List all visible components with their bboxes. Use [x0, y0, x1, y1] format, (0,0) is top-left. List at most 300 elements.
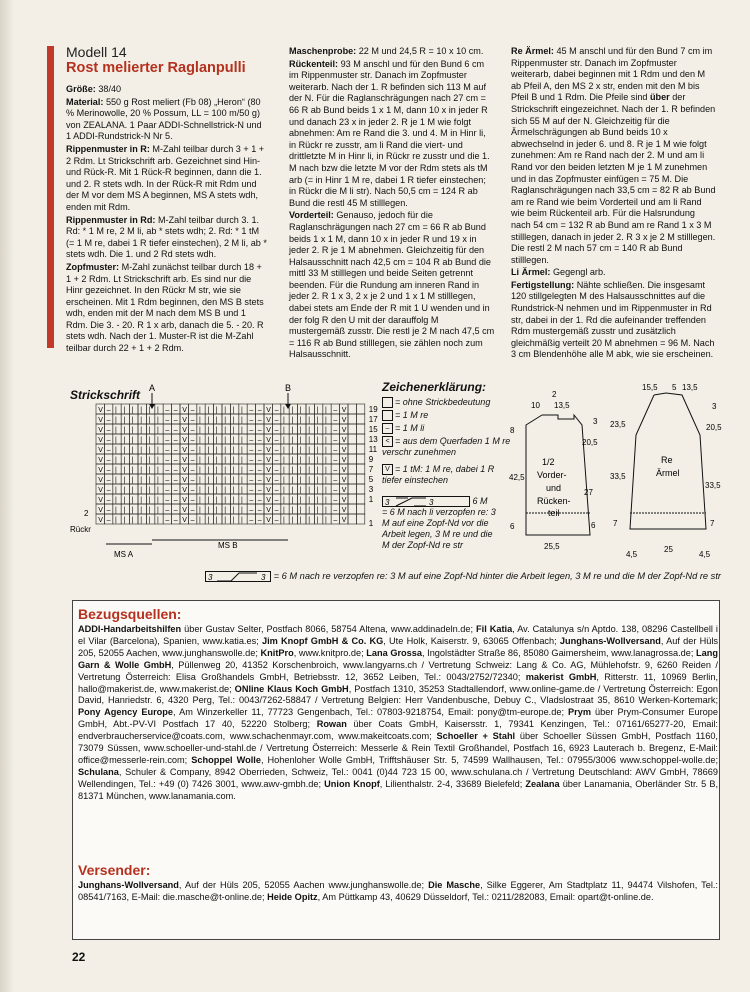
material-text: 550 g Rost meliert (Fb 08) „Heron“ (80 % Merinowolle, 20 % Possum, LL = 100 m/50 g) von ZEALANA. 1 Paar ADDI-Schnellstrick-N und 1 ADDI-Rundstrick-N Nr 5. [66, 96, 262, 142]
chart-symbol: – [257, 507, 262, 514]
chart-symbol: | [215, 477, 218, 484]
chart-symbol: | [232, 457, 235, 464]
chart-symbol: | [131, 457, 134, 464]
chart-symbol: – [333, 497, 338, 504]
chart-symbol: | [283, 447, 285, 454]
chart-symbol: V [98, 467, 103, 474]
chart-symbol: | [316, 457, 319, 464]
chart-symbol: | [157, 497, 159, 504]
chart-symbol: | [115, 497, 117, 504]
chart-symbol: | [199, 407, 201, 414]
chart-symbol: | [325, 467, 327, 474]
chart-symbol: | [115, 457, 117, 464]
chart-symbol: | [232, 487, 235, 494]
chart-row-number: 1 [368, 495, 374, 504]
chart-symbol: | [157, 447, 159, 454]
chart-symbol: | [115, 477, 117, 484]
legend-item-cable-left: 3 3 6 M = 6 M nach li verzopfen re: 3 M auf eine Zopf-Nd vor die Arbeit legen, 3 M re und die M der Zopf-Nd re str [382, 496, 496, 551]
chart-symbol: | [131, 407, 134, 414]
chart-cell [356, 514, 364, 524]
chart-symbol: | [123, 407, 126, 414]
chart-symbol: | [199, 437, 201, 444]
chart-symbol: V [341, 457, 347, 464]
chart-symbol: | [199, 447, 201, 454]
chart-cell [348, 484, 356, 494]
chart-symbol: V [182, 477, 187, 484]
chart-symbol: | [123, 517, 126, 524]
chart-symbol: | [291, 517, 294, 524]
size-value: 38/40 [98, 84, 122, 94]
pattern-title: Rost melierter Raglanpulli [66, 60, 246, 76]
chart-symbol: | [308, 427, 311, 434]
chart-symbol: V [182, 417, 187, 424]
chart-symbol: – [190, 447, 195, 454]
chart-symbol: | [224, 437, 227, 444]
chart-symbol: – [190, 477, 195, 484]
supplier-details: über Coats GmbH, Kaisersstr. 1, 79341 Kenzingen, Tel.: 07161/65277-20, Email: endverbraucherservice@coats.com, www.schachenmayr.com, www.makeitcoats.com; [78, 719, 718, 742]
supplier-name: Lang Garn & Wolle GmbH [78, 647, 718, 670]
chart-symbol: | [325, 447, 327, 454]
sender-title: Versender: [78, 862, 151, 878]
finishing-text: Nähte schließen. Die insgesamt 120 stillgelegten M des Halsausschnittes auf die Rundstrick-N nehmen und im Rippenmuster in Rd str, dabei in der 1. Rd die aufeinander treffenden Rdm mustergemäß zusstr und zusätzlich gleichmäßig verteilt 20 M abnehmen = 96 M. Nach 3 cm Blendenhöhe alle M abk, wie sie erscheinen. [511, 279, 715, 360]
chart-symbol: V [341, 517, 347, 524]
chart-symbol: – [165, 497, 170, 504]
chart-symbol: | [199, 467, 201, 474]
chart-symbol: | [308, 447, 311, 454]
chart-symbol: V [266, 437, 271, 444]
svg-text:4,5: 4,5 [626, 550, 638, 559]
chart-symbol: | [308, 407, 311, 414]
chart-symbol: | [241, 407, 243, 414]
chart-symbol: | [316, 497, 319, 504]
chart-symbol: | [199, 417, 201, 424]
chart-symbol: | [232, 427, 235, 434]
chart-symbol: | [232, 517, 235, 524]
chart-symbol: – [249, 517, 254, 524]
chart-symbol: | [140, 497, 143, 504]
svg-text:3: 3 [208, 573, 213, 583]
cable-label: Zopfmuster: [66, 261, 120, 272]
chart-symbol: | [157, 407, 159, 414]
chart-symbol: – [173, 437, 178, 444]
chart-symbol: – [274, 457, 279, 464]
chart-cell [356, 404, 364, 414]
supplier-details: , Ingolstädter Straße 86, 85080 Gaimersheim, www.lanagrossa.de; [422, 647, 697, 658]
chart-symbol: V [341, 447, 347, 454]
chart-cell [348, 514, 356, 524]
chart-symbol: | [215, 407, 218, 414]
svg-text:4,5: 4,5 [699, 550, 711, 559]
svg-text:33,5: 33,5 [705, 481, 721, 490]
chart-symbol: | [325, 497, 327, 504]
supplier-name: Pony Agency Europe [78, 707, 174, 718]
right-sleeve-label: Re Ärmel: [511, 46, 554, 56]
chart-symbol: | [224, 487, 227, 494]
chart-symbol: | [148, 417, 151, 424]
chart-symbol: V [341, 417, 347, 424]
legend-item-increase: < = aus dem Querfaden 1 M re verschr zunehmen [382, 436, 511, 458]
chart-symbol: | [148, 487, 151, 494]
chart-symbol: – [106, 477, 111, 484]
right-cable-symbol [205, 571, 271, 582]
chart-symbol: – [249, 447, 254, 454]
chart-symbol: – [333, 477, 338, 484]
chart-symbol: V [98, 417, 103, 424]
chart-symbol: | [316, 477, 319, 484]
chart-symbol: | [148, 467, 151, 474]
chart-symbol: V [98, 517, 103, 524]
chart-symbol: | [308, 507, 311, 514]
front-label: Vorderteil: [289, 210, 334, 221]
chart-symbol: | [299, 487, 302, 494]
back-text: 93 M anschl und für den Bund 6 cm im Rippenmuster str. Danach im Zopfmuster weiterarb. Nach der 1. R befinden sich 113 M auf der N. Für die Raglanschrägungen nach 27 cm = 66 R ab Bund beids 1 x 1 M, dann 10 x in jeder R und danach 23 x in jeder 2. R je 1 M wie folgt abnehmen: Am re Rand die 3. und 4. M in Hinr li, in Rückr re zusstr, am li Rand die viert- und drittletzte M in Hinr li, in Rückr re zusstr und die 1. M nach bzw die letzte M vor der Rdm stets als tM arb (= in Hinr 1 M re, dabei 1 R tiefer einstechen; in Rückr die M li str). Nach 50,5 cm = 124 R ab Bund die restl 45 M stilllegen. [289, 58, 490, 208]
chart-symbol: | [207, 507, 210, 514]
increase-symbol: < [382, 436, 393, 447]
chart-symbol: V [98, 487, 103, 494]
chart-symbol: – [257, 477, 262, 484]
chart-symbol: – [274, 427, 279, 434]
chart-symbol: | [325, 407, 327, 414]
chart-symbol: | [291, 417, 294, 424]
svg-text:und: und [546, 483, 562, 493]
chart-symbol: | [207, 417, 210, 424]
chart-symbol: | [115, 427, 117, 434]
supplier-name: Zealana [525, 778, 560, 789]
svg-text:6: 6 [510, 522, 515, 531]
chart-symbol: | [123, 427, 126, 434]
legend-title: Zeichenerklärung: [382, 380, 487, 394]
chart-symbol: | [115, 517, 117, 524]
chart-symbol: | [241, 437, 243, 444]
chart-row-number: 5 [368, 475, 374, 484]
chart-symbol: V [182, 487, 187, 494]
chart-cell [356, 434, 364, 444]
chart-symbol: V [341, 467, 347, 474]
chart-symbol: | [131, 447, 134, 454]
svg-text:25,5: 25,5 [544, 542, 560, 551]
chart-symbol: | [241, 417, 243, 424]
svg-text:23,5: 23,5 [610, 420, 626, 429]
sources-text [78, 624, 718, 803]
svg-text:teil: teil [548, 508, 560, 518]
chart-symbol: – [190, 507, 195, 514]
chart-symbol: – [106, 427, 111, 434]
chart-symbol: – [257, 487, 262, 494]
chart-symbol: | [241, 477, 243, 484]
svg-text:25: 25 [664, 545, 673, 554]
chart-symbol: | [157, 417, 159, 424]
chart-symbol: | [215, 467, 218, 474]
chart-symbol: | [157, 457, 159, 464]
chart-symbol: V [266, 507, 271, 514]
chart-symbol: | [199, 497, 201, 504]
svg-text:10: 10 [531, 401, 540, 410]
supplier-details: , Auf der Hüls 205, 52055 Aachen www.junghanswolle.de; [178, 880, 429, 890]
chart-symbol: | [224, 507, 227, 514]
chart-symbol: – [173, 447, 178, 454]
chart-cell [348, 444, 356, 454]
chart-symbol: | [308, 497, 311, 504]
body-schematic [509, 390, 598, 551]
chart-symbol: V [98, 477, 103, 484]
schematic-diagram [506, 375, 736, 565]
chart-symbol: | [123, 477, 126, 484]
svg-text:27: 27 [584, 488, 593, 497]
svg-text:13,5: 13,5 [682, 383, 698, 392]
chart-symbol: | [299, 467, 302, 474]
left-cable-symbol [382, 496, 470, 507]
left-sleeve-label: Li Ärmel: [511, 267, 551, 278]
chart-symbol: | [157, 427, 159, 434]
chart-symbol: – [173, 517, 178, 524]
chart-symbol: | [232, 407, 235, 414]
chart-symbol: | [241, 427, 243, 434]
chart-cell [356, 414, 364, 424]
chart-symbol: – [249, 417, 254, 424]
chart-symbol: – [173, 467, 178, 474]
supplier-details: über Schoeller Süssen GmbH, Postfach 1160, 73079 Süssen, www.schoeller-und-stahl.de / Vertretung Österreich: Messerle & Rein Textil Großhandel, Postfach 16, 6923 Lauterach b. Bregenz, E-Mail: office@messerle-rein.com; [78, 731, 718, 765]
supplier-details: , Am Püttkamp 43, 40629 Düsseldorf, Tel.: 0211/282083, Email: opart@t-online.de. [317, 891, 654, 902]
chart-symbol: V [182, 507, 187, 514]
chart-cell [356, 504, 364, 514]
chart-symbol: | [325, 487, 327, 494]
chart-symbol: | [232, 467, 235, 474]
chart-symbol: | [123, 457, 126, 464]
chart-symbol: | [123, 417, 126, 424]
chart-symbol: V [98, 507, 103, 514]
chart-symbol: | [283, 487, 285, 494]
chart-symbol: | [215, 507, 218, 514]
chart-symbol: V [182, 497, 187, 504]
svg-text:3: 3 [712, 402, 717, 411]
svg-text:3: 3 [429, 498, 434, 508]
back-label: Rückenteil: [289, 58, 339, 69]
chart-symbol: V [98, 427, 103, 434]
chart-row-number: 15 [368, 425, 378, 434]
supplier-details: , Silke Eggerer, Am Stadtplatz 11, 94474 Vilshofen, Tel.: 08541/7163, E-Mail: die.masche@t-online.de; [78, 880, 718, 902]
rib-rows-text: M-Zahl teilbar durch 3 + 1 + 2 Rdm. Lt Strickschrift arb. Gezeichnet sind Hin- und Rück-R. Mit 1 Rück-R beginnen, dann die 1. und 2. R stets wdh. In der Rück-R mit Rdm und der M vor dem MS A beginnen, MS A stets wdh, enden mit Rdm. [66, 143, 265, 212]
chart-symbol: – [333, 487, 338, 494]
chart-symbol: – [106, 487, 111, 494]
chart-cell [348, 474, 356, 484]
chart-row-number: 7 [368, 465, 374, 474]
chart-cell [348, 464, 356, 474]
chart-symbol: V [98, 457, 103, 464]
chart-symbol: – [190, 517, 195, 524]
chart-symbol: V [266, 487, 271, 494]
purl-symbol: – [382, 423, 393, 434]
chart-symbol: | [283, 477, 285, 484]
chart-row-number: 1 [368, 519, 374, 528]
supplier-details: , Lilienthalstr. 2-4, 33689 Bielefeld; [379, 778, 526, 789]
svg-text:Ärmel: Ärmel [656, 468, 680, 478]
chart-symbol: | [148, 407, 151, 414]
chart-symbol: – [333, 447, 338, 454]
chart-symbol: | [207, 457, 210, 464]
chart-symbol: – [190, 457, 195, 464]
legend-item-empty: = ohne Strickbedeutung [382, 397, 490, 408]
chart-symbol: – [333, 467, 338, 474]
chart-symbol: – [249, 507, 254, 514]
chart-symbol: | [140, 457, 143, 464]
chart-symbol: | [148, 447, 151, 454]
arrow-a-label: A [149, 383, 156, 393]
chart-symbol: – [274, 467, 279, 474]
chart-symbol: | [140, 507, 143, 514]
chart-symbol: | [215, 487, 218, 494]
chart-symbol: – [190, 437, 195, 444]
svg-text:2: 2 [552, 390, 557, 399]
chart-symbol: | [308, 517, 311, 524]
chart-symbol: – [173, 487, 178, 494]
chart-symbol: – [165, 437, 170, 444]
chart-title: Strickschrift [70, 388, 141, 402]
chart-symbol: | [199, 457, 201, 464]
chart-symbol: | [157, 487, 159, 494]
gauge-label: Maschenprobe: [289, 46, 357, 56]
chart-symbol: V [341, 437, 347, 444]
chart-row-number: 17 [368, 415, 378, 424]
chart-symbol: | [215, 437, 218, 444]
svg-text:Vorder-: Vorder- [537, 470, 567, 480]
chart-symbol: | [123, 497, 126, 504]
knit-symbol [382, 410, 393, 421]
chart-symbol: | [308, 477, 311, 484]
svg-text:7: 7 [710, 519, 715, 528]
chart-symbol: | [224, 407, 227, 414]
chart-symbol: – [257, 497, 262, 504]
arrow-b-label: B [285, 383, 292, 393]
chart-symbol: V [182, 427, 187, 434]
chart-symbol: V [98, 437, 103, 444]
supplier-name: Rowan [316, 719, 347, 730]
chart-cell [356, 484, 364, 494]
chart-symbol: | [241, 507, 243, 514]
rib-rounds-text: M-Zahl teilbar durch 3. 1. Rd: * 1 M re, 2 M li, ab * stets wdh; 2. Rd: * 1 tM (= 1 M re, dabei 1 R tiefer einstechen), 2 M li, ab * stets wdh. Die 1. und 2 Rd stets wdh. [66, 214, 267, 260]
chart-row-number: 19 [368, 405, 378, 414]
chart-symbol: | [299, 427, 302, 434]
chart-symbol: | [316, 487, 319, 494]
chart-symbol: | [299, 477, 302, 484]
chart-symbol: | [199, 517, 201, 524]
chart-symbol: – [249, 437, 254, 444]
page-shadow [0, 0, 14, 992]
svg-text:20,5: 20,5 [582, 438, 598, 447]
instructions-column-3 [511, 46, 717, 362]
svg-text:Rücken-: Rücken- [537, 496, 571, 506]
accent-bar [47, 46, 54, 348]
chart-symbol: | [115, 407, 117, 414]
chart-symbol: | [199, 487, 201, 494]
chart-symbol: | [157, 437, 159, 444]
svg-text:15,5: 15,5 [642, 383, 658, 392]
chart-symbol: | [207, 517, 210, 524]
ms-a-label: MS A [114, 550, 134, 559]
chart-symbol: – [173, 477, 178, 484]
supplier-details: , Am Winzerkeller 11, 77723 Gengenbach, Tel.: 07803-9218754, Email: pony@tm-europe.de; [173, 707, 569, 718]
supplier-name: Lana Grossa [366, 647, 422, 658]
chart-symbol: – [257, 417, 262, 424]
chart-cell [348, 424, 356, 434]
chart-symbol: V [182, 437, 187, 444]
chart-symbol: – [249, 407, 254, 414]
chart-symbol: – [274, 447, 279, 454]
chart-symbol: | [140, 467, 143, 474]
svg-text:5: 5 [672, 383, 677, 392]
chart-symbol: | [123, 487, 126, 494]
chart-symbol: | [316, 407, 319, 414]
chart-symbol: – [274, 417, 279, 424]
chart-symbol: | [207, 437, 210, 444]
chart-symbol: V [98, 447, 103, 454]
chart-symbol: | [316, 437, 319, 444]
chart-symbol: | [123, 447, 126, 454]
chart-symbol: – [274, 487, 279, 494]
chart-symbol: | [131, 477, 134, 484]
chart-symbol: | [299, 447, 302, 454]
chart-symbol: | [115, 507, 117, 514]
svg-text:3: 3 [385, 498, 390, 508]
left-sleeve-text: Gegengl arb. [552, 267, 606, 278]
chart-symbol: | [325, 477, 327, 484]
chart-symbol: | [148, 517, 151, 524]
instructions-column-2 [289, 46, 495, 362]
chart-symbol: | [123, 467, 126, 474]
chart-symbol: | [291, 477, 294, 484]
chart-symbol: – [173, 497, 178, 504]
chart-symbol: – [333, 517, 338, 524]
supplier-details: , Püllenweg 20, 41352 Korschenbroich, www.langyarns.ch / Vertretung Schweiz: Lang & Co. AG, Mühlehofstr. 9, 6260 Reiden / Vertretung Österreich: Elisa Großhandels GmbH, Betriebsstr. 12, 3652 Leiben, Tel.: 0043/2752/72340; [78, 659, 718, 682]
chart-symbol: – [173, 457, 178, 464]
chart-grid [96, 404, 365, 524]
supplier-name: Schoeller + Stahl [436, 731, 516, 742]
supplier-details: , Ute Holk, Kaiserstr. 9, 63065 Offenbach; [383, 635, 560, 646]
chart-symbol: V [341, 427, 347, 434]
chart-symbol: – [257, 517, 262, 524]
chart-symbol: – [190, 467, 195, 474]
chart-symbol: V [341, 487, 347, 494]
chart-symbol: | [148, 457, 151, 464]
svg-text:20,5: 20,5 [706, 423, 722, 432]
chart-symbol: | [131, 427, 134, 434]
chart-symbol: – [257, 457, 262, 464]
chart-symbol: | [308, 467, 311, 474]
right-cable-legend: 3 3 = 6 M nach re verzopfen re: 3 M auf eine Zopf-Nd hinter die Arbeit legen, 3 M re und die M der Zopf-Nd re str [205, 571, 721, 582]
chart-symbol: | [215, 457, 218, 464]
chart-symbol: | [291, 497, 294, 504]
model-number: Modell 14 [66, 44, 127, 60]
supplier-name: makerist GmbH [525, 671, 597, 682]
right-sleeve-text: 45 M anschl und für den Bund 7 cm im Rippenmuster str. Danach im Zopfmuster weiterarb, dabei beginnen mit 1 Rdm und den M ab Pfeil A, den MS 2 x str, enden mit den M bis Pfeil B und 1 Rdm. Die Pfeile sind über der Strickschrift eingezeichnet. Nach der 1. R befinden sich 55 M auf der N. Gleichzeitig für die Ärmelschrägungen ab Bund beids 10 x abwechselnd in jeder 6. und 8. R je 1 M wie folgt zunehmen: Am re Rand nach der 2. M und am li Rand vor den beiden letzten M je 1 M zunehmen und in das Zopfmuster einfügen = 75 M. Die Raglanschrägungen nach 33,5 cm = 82 R ab Bund am re Rand wie beim Vorderteil und am li Rand wie beim Rückenteil arb. Für die Halsrundung nach 54 cm = 132 R ab Bund am re Rand 1 x 3 M stilllegen, danach in jeder 2. R 3 x je 2 M stilllegen. Die restl 2 M nach 57 cm = 140 R ab Bund stilllegen. [511, 46, 716, 265]
supplier-name: Jim Knopf GmbH & Co. KG [261, 635, 384, 646]
chart-symbol: – [190, 497, 195, 504]
rueckr-label: Rückr [70, 525, 91, 534]
chart-symbol: – [106, 417, 111, 424]
chart-symbol: | [316, 467, 319, 474]
material-label: Material: [66, 96, 104, 107]
legend-item-tm: V = 1 tM: 1 M re, dabei 1 R tiefer einstechen [382, 464, 495, 486]
chart-symbol: – [165, 417, 170, 424]
chart-symbol: – [106, 437, 111, 444]
chart-symbol: | [299, 507, 302, 514]
chart-symbol: | [316, 427, 319, 434]
chart-symbol: | [131, 417, 134, 424]
rib-rows-label: Rippenmuster in R: [66, 143, 150, 154]
chart-symbol: – [106, 407, 111, 414]
svg-text:8: 8 [510, 426, 515, 435]
chart-symbol: – [106, 507, 111, 514]
chart-symbol: | [316, 507, 319, 514]
